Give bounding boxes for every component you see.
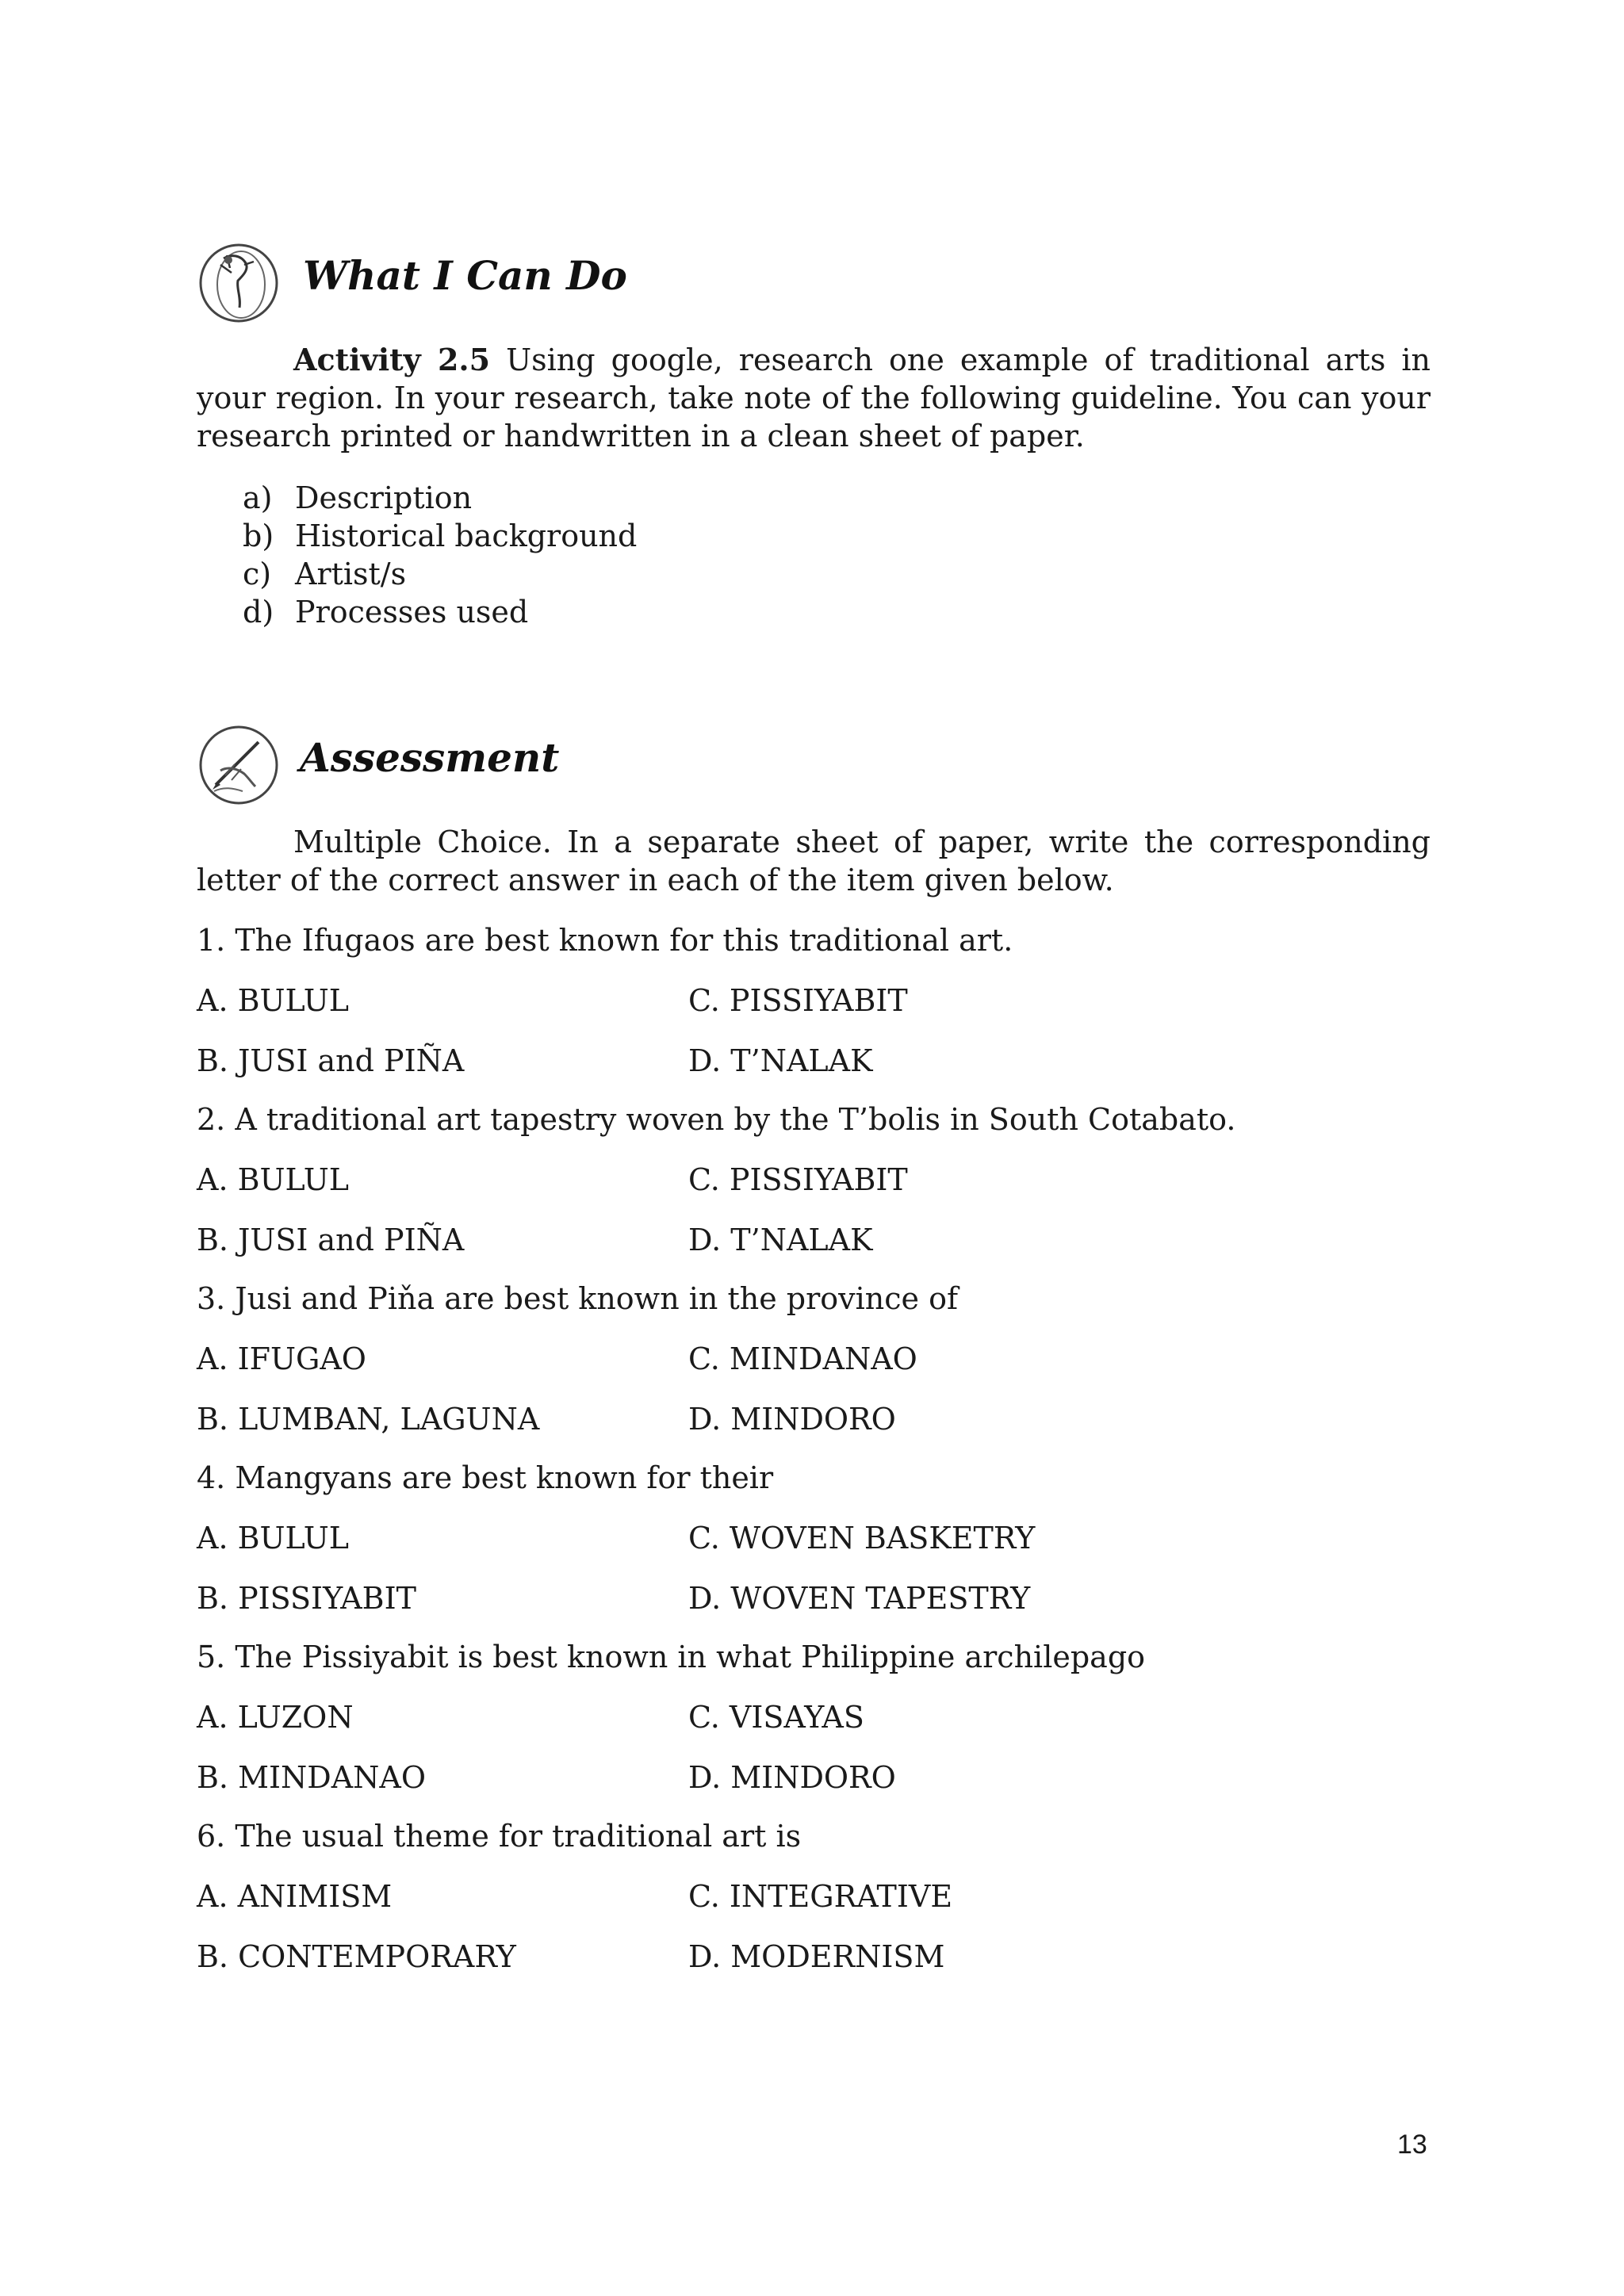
choice-a: A. ANIMISM: [197, 1879, 393, 1914]
question-2: 2. A traditional art tapestry woven by the T’bolis in South Cotabato.: [197, 1102, 1236, 1137]
activity-text: Using google, research one example of traditional arts in your region. In your research, take note of the following guideline. You can your research printed or handwritten in a clean sheet of paper.: [197, 342, 1431, 453]
choice-b: B. MINDANAO: [197, 1760, 427, 1795]
question-6: 6. The usual theme for traditional art is: [197, 1819, 802, 1854]
choice-c: C. PISSIYABIT: [688, 1162, 908, 1197]
choice-c: C. MINDANAO: [688, 1341, 917, 1376]
choice-b: B. PISSIYABIT: [197, 1581, 416, 1616]
question-1: 1. The Ifugaos are best known for this traditional art.: [197, 923, 1013, 958]
assessment-title: Assessment: [300, 734, 560, 781]
choice-d: D. MINDORO: [688, 1402, 896, 1437]
hand-writing-pen-icon: [197, 723, 281, 807]
list-item: c) Artist/s: [243, 557, 407, 591]
question-3: 3. Jusi and Piňa are best known in the province of: [197, 1281, 959, 1316]
choice-b: B. JUSI and PIÑA: [197, 1223, 465, 1257]
choice-c: C. INTEGRATIVE: [688, 1879, 953, 1914]
choice-b: B. JUSI and PIÑA: [197, 1043, 465, 1078]
choice-b: B. LUMBAN, LAGUNA: [197, 1402, 540, 1437]
choice-a: A. BULUL: [197, 1162, 349, 1197]
choice-d: D. MODERNISM: [688, 1939, 945, 1974]
choice-b: B. CONTEMPORARY: [197, 1939, 516, 1974]
choice-c: C. PISSIYABIT: [688, 983, 908, 1018]
list-item: b) Historical background: [243, 519, 638, 553]
choice-d: D. MINDORO: [688, 1760, 896, 1795]
world-globe-figure-icon: [197, 241, 281, 325]
choice-c: C. VISAYAS: [688, 1700, 864, 1735]
page-number: 13: [1397, 2130, 1427, 2160]
assessment-instructions: Multiple Choice. In a separate sheet of paper, write the corresponding letter of the correct answer in each of the item given below.: [197, 825, 1431, 897]
question-4: 4. Mangyans are best known for their: [197, 1460, 774, 1495]
guideline-list: [243, 479, 637, 631]
activity-paragraph: [197, 341, 1431, 455]
what-i-can-do-title: What I Can Do: [303, 252, 627, 299]
choice-a: A. IFUGAO: [197, 1341, 366, 1376]
choice-a: A. BULUL: [197, 983, 349, 1018]
choice-c: C. WOVEN BASKETRY: [688, 1521, 1036, 1556]
activity-lead: Activity 2.5: [293, 342, 491, 377]
choice-d: D. T’NALAK: [688, 1043, 873, 1078]
choice-a: A. BULUL: [197, 1521, 349, 1556]
choice-a: A. LUZON: [197, 1700, 354, 1735]
list-item: d) Processes used: [243, 595, 529, 629]
list-item: a) Description: [243, 480, 473, 515]
choice-d: D. WOVEN TAPESTRY: [688, 1581, 1031, 1616]
question-5: 5. The Pissiyabit is best known in what Philippine archilepago: [197, 1640, 1146, 1674]
choice-d: D. T’NALAK: [688, 1223, 873, 1257]
